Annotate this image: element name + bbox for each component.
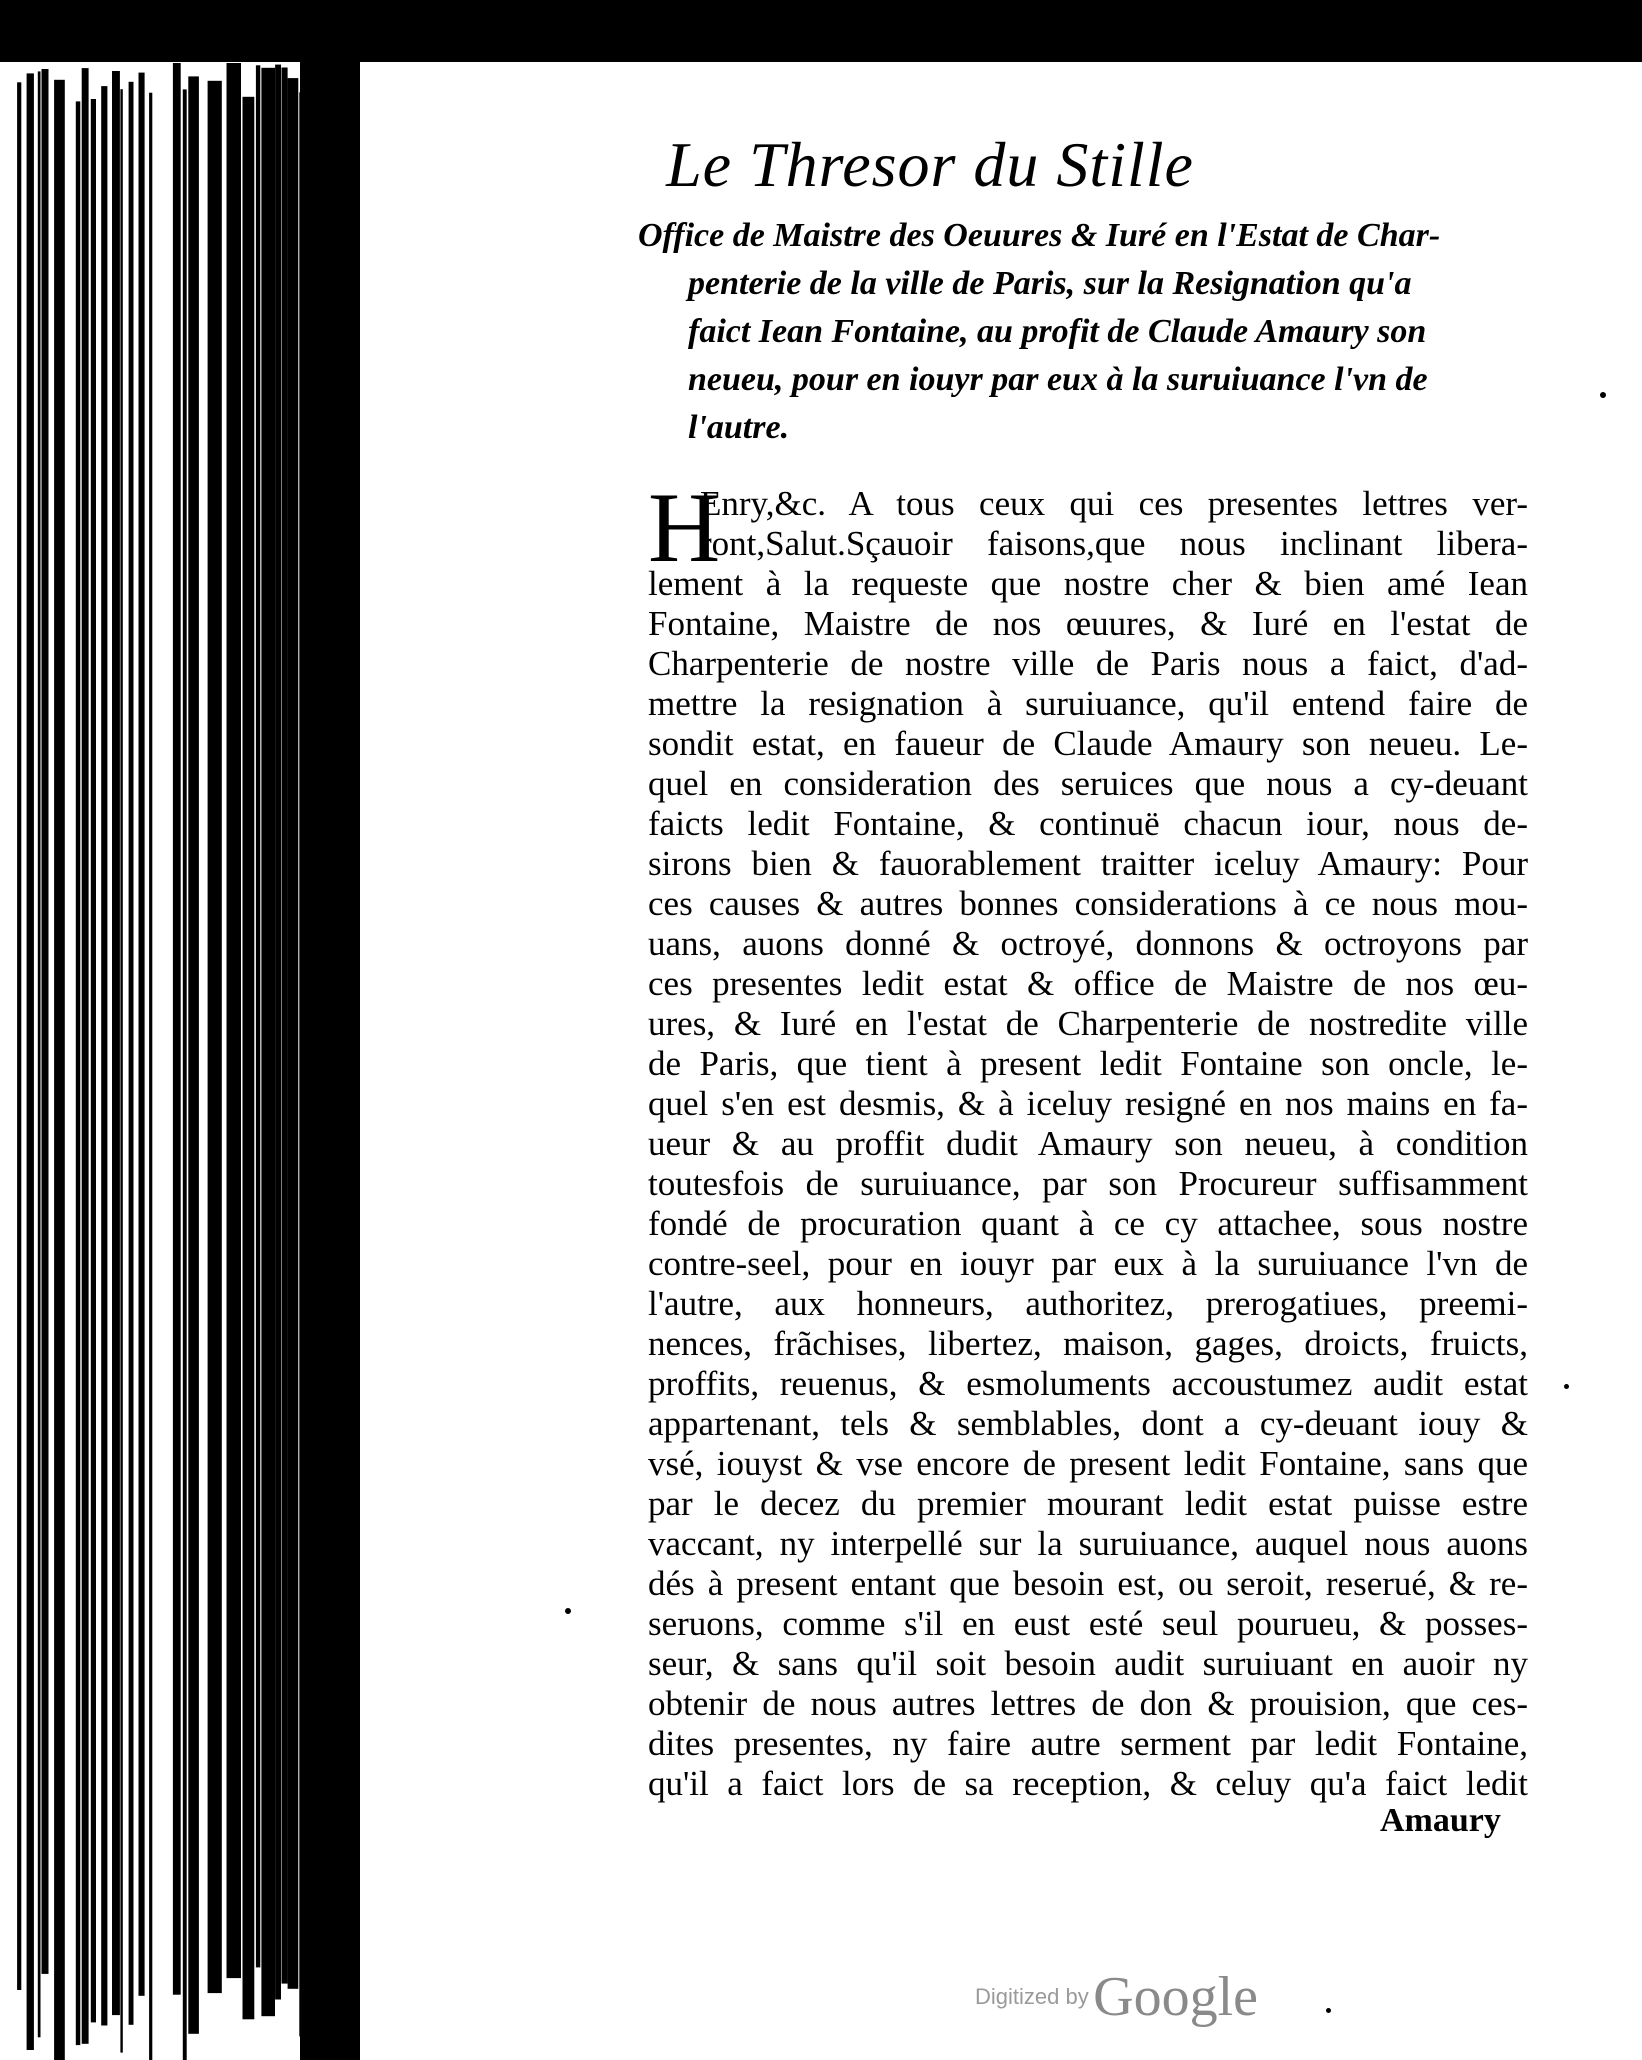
gutter-streak <box>112 71 120 2015</box>
text-line: fondé de procuration quant à ce cy attachee, sous nostre <box>648 1204 1528 1243</box>
gutter-streak <box>208 81 222 1993</box>
heading-line: faict Iean Fontaine, au profit de Claude Amaury son <box>688 313 1427 350</box>
gutter-streak <box>76 101 81 2045</box>
gutter-streak <box>17 82 21 1990</box>
running-head: Le Thresor du Stille <box>666 129 1194 200</box>
gutter-streak <box>183 89 187 2060</box>
gutter-streak <box>243 97 255 2020</box>
watermark-logo: Google <box>1093 1966 1259 2028</box>
gutter-streak <box>120 89 122 2052</box>
text-line: faicts ledit Fontaine, & continuë chacun iour, nous de- <box>648 804 1528 843</box>
text-line: dés à present entant que besoin est, ou seroit, reserué, & re- <box>648 1564 1528 1603</box>
text-line: quel en consideration des seruices que nous a cy-deuant <box>648 764 1528 803</box>
gutter-streak <box>54 80 65 2060</box>
section-heading <box>638 212 1518 452</box>
text-line: obtenir de nous autres lettres de don & prouision, que ces- <box>648 1684 1528 1723</box>
text-line: l'autre, aux honneurs, authoritez, prerogatiues, preemi- <box>648 1284 1528 1323</box>
text-line: seur, & sans qu'il soit besoin audit suruiuant en auoir ny <box>648 1644 1528 1683</box>
digitized-watermark <box>975 1965 1258 2029</box>
text-line: vaccant, ny interpellé sur la suruiuance, auquel nous auons <box>648 1524 1528 1563</box>
text-line: vsé, iouyst & vse encore de present ledit Fontaine, sans que <box>648 1444 1528 1483</box>
text-line: ueur & au proffit dudit Amaury son neueu, à condition <box>648 1124 1528 1163</box>
gutter-streak <box>288 78 299 1989</box>
heading-line: neueu, pour en iouyr par eux à la suruiuance l'vn de <box>688 361 1428 398</box>
body-text <box>648 472 1528 1804</box>
text-line: Fontaine, Maistre de nos œuures, & Iuré en l'estat de <box>648 604 1528 643</box>
text-line: uans, auons donné & octroyé, donnons & octroyons par <box>648 924 1528 963</box>
book-gutter-edge <box>0 62 360 2060</box>
ink-speck <box>1326 2008 1331 2013</box>
ink-speck <box>1564 1384 1569 1389</box>
text-line: sondit estat, en faueur de Claude Amaury son neueu. Le- <box>648 724 1528 763</box>
gutter-streak <box>275 65 281 2000</box>
gutter-streak <box>129 82 134 2025</box>
text-line: ces causes & autres bonnes considerations à ce nous mou- <box>648 884 1528 923</box>
text-line: appartenant, tels & semblables, dont a cy-deuant iouy & <box>648 1404 1528 1443</box>
gutter-streak <box>149 93 152 2060</box>
ink-speck <box>1600 392 1606 398</box>
gutter-streak <box>82 68 89 2044</box>
gutter-streak <box>101 86 107 2025</box>
text-line: quel s'en est desmis, & à iceluy resigné en nos mains en fa- <box>648 1084 1528 1123</box>
gutter-streak <box>188 76 199 2033</box>
text-line: dites presentes, ny faire autre serment par ledit Fontaine, <box>648 1724 1528 1763</box>
gutter-streak <box>139 73 145 1996</box>
heading-line: penterie de la ville de Paris, sur la Resignation qu'a <box>688 265 1412 302</box>
gutter-stripes <box>0 62 360 2060</box>
heading-line: Office de Maistre des Oeuures & Iuré en l'Estat de Char- <box>638 217 1441 254</box>
text-line: de Paris, que tient à present ledit Fontaine son oncle, le- <box>648 1044 1528 1083</box>
drop-cap: H <box>648 472 721 583</box>
text-line: sirons bien & fauorablement traitter iceluy Amaury: Pour <box>648 844 1528 883</box>
catchword: Amaury <box>1380 1802 1501 1839</box>
text-line: ront,Salut.Sçauoir faisons,que nous inclinant libera- <box>700 524 1528 563</box>
text-line: mettre la resignation à suruiuance, qu'il entend faire de <box>648 684 1528 723</box>
gutter-streak <box>91 99 96 2022</box>
text-line: Enry,&c. A tous ceux qui ces presentes lettres ver- <box>700 484 1528 523</box>
gutter-streak <box>261 68 275 2016</box>
ink-speck <box>565 1608 571 1614</box>
text-line: Charpenterie de nostre ville de Paris nous a faict, d'ad- <box>648 644 1528 683</box>
text-line: nences, frãchises, libertez, maison, gages, droicts, fruicts, <box>648 1324 1528 1363</box>
gutter-streak <box>27 73 34 2050</box>
text-line: qu'il a faict lors de sa reception, & celuy qu'a faict ledit <box>648 1764 1528 1803</box>
gutter-streak <box>173 63 181 1995</box>
gutter-streak <box>227 63 242 1978</box>
watermark-prefix: Digitized by <box>975 1984 1089 2009</box>
text-line: lement à la requeste que nostre cher & bien amé Iean <box>648 564 1528 603</box>
gutter-streak <box>282 68 288 1984</box>
text-line: contre-seel, pour en iouyr par eux à la suruiuance l'vn de <box>648 1244 1528 1283</box>
text-line: par le decez du premier mourant ledit estat puisse estre <box>648 1484 1528 1523</box>
gutter-shadow <box>300 62 360 2060</box>
text-line: ures, & Iuré en l'estat de Charpenterie de nostredite ville <box>648 1004 1528 1043</box>
gutter-streak <box>38 71 41 2037</box>
gutter-streak <box>42 69 49 1974</box>
text-line: seruons, comme s'il en eust esté seul pourueu, & posses- <box>648 1604 1528 1643</box>
text-line: toutesfois de suruiuance, par son Procureur suffisamment <box>648 1164 1528 1203</box>
text-line: ces presentes ledit estat & office de Maistre de nos œu- <box>648 964 1528 1003</box>
scan-top-border <box>0 0 1642 62</box>
text-line: proffits, reuenus, & esmoluments accoustumez audit estat <box>648 1364 1528 1403</box>
gutter-streak <box>256 65 260 1967</box>
heading-line: l'autre. <box>688 409 790 446</box>
